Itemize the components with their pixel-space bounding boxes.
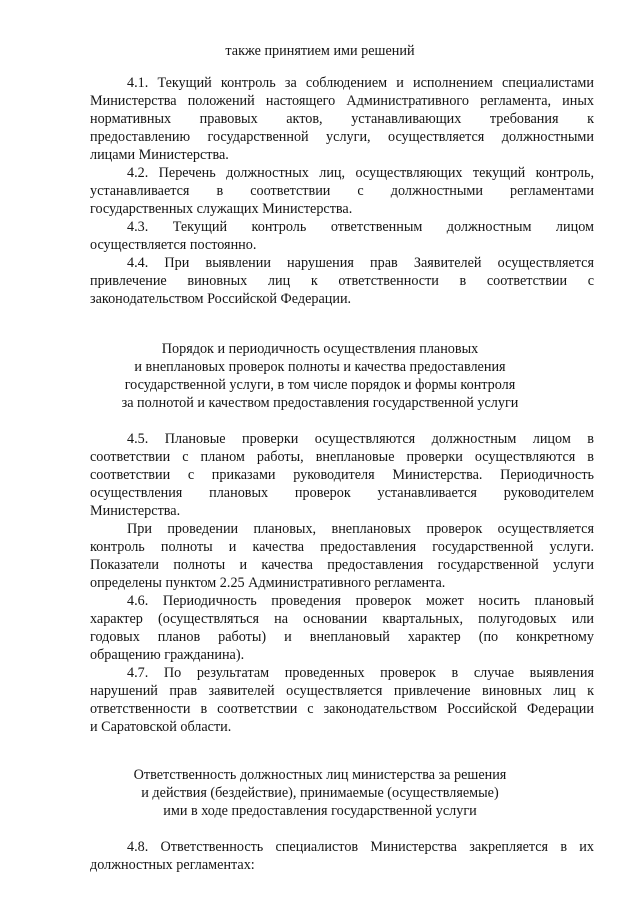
paragraph-line: 4.3. Текущий контроль ответственным должностным лицом xyxy=(127,219,594,235)
paragraph-line: ответственности в соответствии с законодательством Российской Федерации xyxy=(90,701,594,717)
paragraph-line: определены пунктом 2.25 Административного регламента. xyxy=(90,575,446,591)
paragraph-line: 4.2. Перечень должностных лиц, осуществляющих текущий контроль, xyxy=(127,165,594,181)
section-heading-line: Ответственность должностных лиц министерства за решения xyxy=(133,767,507,783)
paragraph-line: Министерства. xyxy=(90,503,181,519)
section-heading-line: и внеплановых проверок полноты и качества предоставления xyxy=(134,359,506,375)
paragraph-line: законодательством Российской Федерации. xyxy=(90,291,352,307)
paragraph-line: предоставлению государственной услуги, осуществляется должностными xyxy=(90,129,594,145)
paragraph-line: и Саратовской области. xyxy=(90,719,232,735)
paragraph-line: Министерства положений настоящего Административного регламента, иных xyxy=(90,93,594,109)
paragraph-line: Показатели полноты и качества предоставления государственной услуги xyxy=(90,557,594,573)
paragraph-line: устанавливается в соответствии с должностными регламентами xyxy=(90,183,594,199)
paragraph-line: 4.1. Текущий контроль за соблюдением и исполнением специалистами xyxy=(127,75,594,91)
section-heading-line: за полнотой и качеством предоставления государственной услуги xyxy=(121,395,519,411)
paragraph-line: обращению гражданина). xyxy=(90,647,245,663)
paragraph-line: 4.5. Плановые проверки осуществляются должностным лицом в xyxy=(127,431,594,447)
paragraph-line: 4.6. Периодичность проведения проверок может носить плановый xyxy=(127,593,594,609)
section-heading-line: и действия (бездействие), принимаемые (осуществляемые) xyxy=(141,785,499,801)
paragraph-line: осуществляется постоянно. xyxy=(90,237,257,253)
paragraph-line: годовых планов работы) и внеплановый характер (по конкретному xyxy=(90,629,594,645)
section-heading-line: Порядок и периодичность осуществления плановых xyxy=(161,341,479,357)
paragraph-line: 4.7. По результатам проведенных проверок в случае выявления xyxy=(127,665,594,681)
paragraph-line: осуществления плановых проверок устанавливается руководителем xyxy=(90,485,594,501)
paragraph-line: контроль полноты и качества предоставления государственной услуги. xyxy=(90,539,594,555)
paragraph-line: соответствии с приказами руководителя Министерства. Периодичность xyxy=(90,467,594,483)
paragraph-line: соответствии с планом работы, внеплановые проверки осуществляются в xyxy=(90,449,594,465)
paragraph-line: 4.4. При выявлении нарушения прав Заявителей осуществляется xyxy=(127,255,594,271)
paragraph-line: привлечение виновных лиц к ответственности в соответствии с xyxy=(90,273,594,289)
section-heading-line: государственной услуги, в том числе порядок и формы контроля xyxy=(124,377,516,393)
paragraph-line: государственных служащих Министерства. xyxy=(90,201,353,217)
paragraph-line: нормативных правовых актов, устанавливающих требования к xyxy=(90,111,594,127)
paragraph-line: лицами Министерства. xyxy=(90,147,229,163)
paragraph-line: нарушений прав заявителей осуществляется привлечение виновных лиц к xyxy=(90,683,594,699)
paragraph-line: При проведении плановых, внеплановых проверок осуществляется xyxy=(127,521,594,537)
section-heading-line: также принятием ими решений xyxy=(225,43,415,59)
paragraph-line: должностных регламентах: xyxy=(90,857,255,873)
paragraph-line: 4.8. Ответственность специалистов Министерства закрепляется в их xyxy=(127,839,594,855)
section-heading-line: ими в ходе предоставления государственной услуги xyxy=(163,803,477,819)
paragraph-line: характер (осуществляться на основании квартальных, полугодовых или xyxy=(90,611,594,627)
